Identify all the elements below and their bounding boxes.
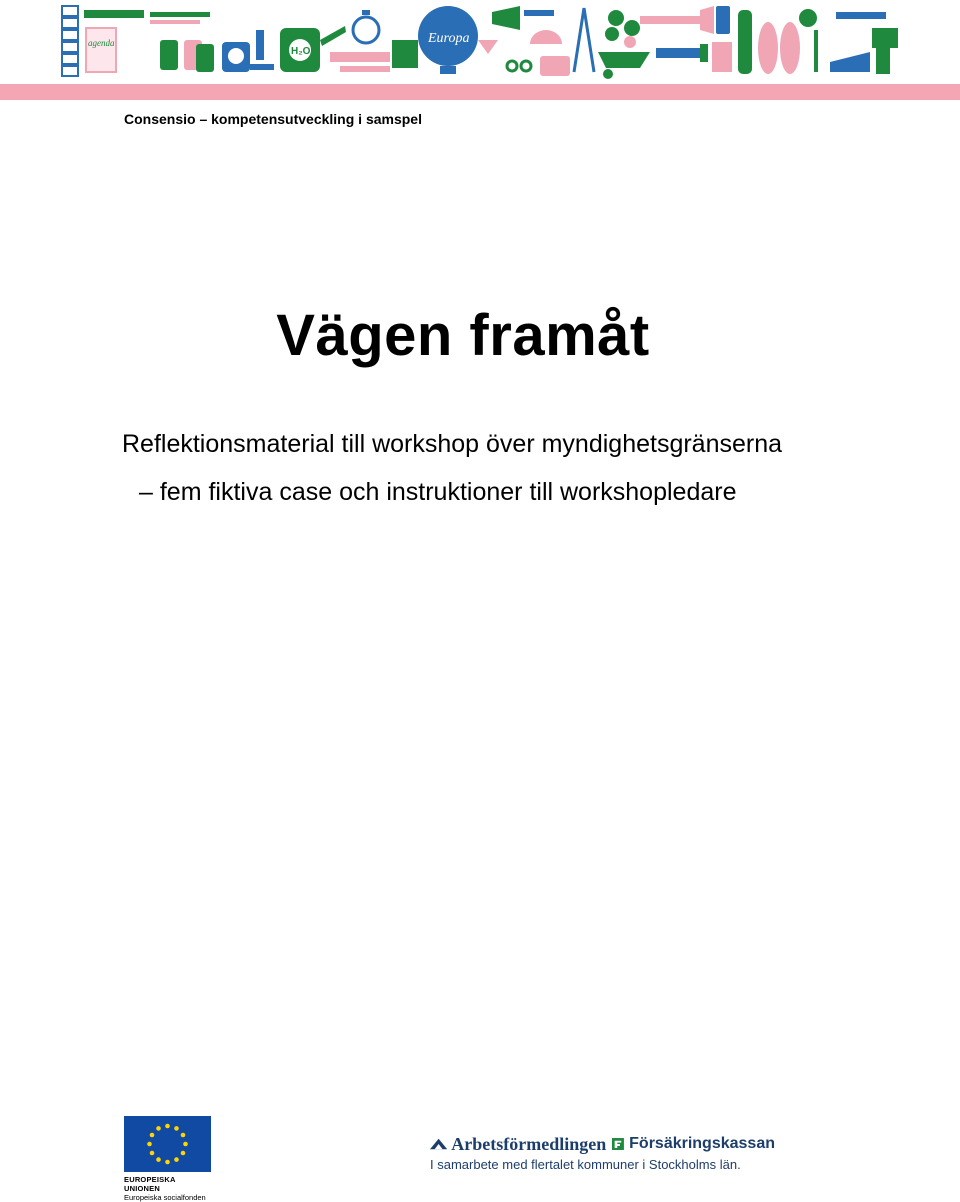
flower-icon: [605, 10, 640, 48]
running-header: Consensio – kompetensutveckling i samspel: [124, 111, 422, 127]
pepper-mill-icon: [738, 10, 752, 74]
pencil-icon: [150, 12, 210, 17]
scale-icon: [222, 42, 250, 72]
watering-can-icon: [280, 26, 346, 72]
gloves-icon: [160, 40, 214, 72]
cup-icon: [712, 42, 732, 72]
megaphone-icon: [492, 6, 520, 30]
partner-note: I samarbete med flertalet kommuner i Stockholms län.: [430, 1157, 741, 1172]
banner-illustration: [0, 0, 960, 84]
partner-logos: [430, 1132, 775, 1176]
helmet-icon: [530, 30, 562, 44]
svg-text:Europa: Europa: [428, 31, 470, 46]
paint-roller-icon: [330, 40, 418, 72]
subtitle-line-1: Reflektionsmaterial till workshop över myndighetsgränserna: [122, 430, 783, 458]
microscope-icon: [250, 30, 274, 70]
flower-icon: [799, 9, 817, 27]
cups-icon: [62, 6, 78, 76]
camera-icon: [540, 56, 570, 76]
arbetsformedlingen-icon: [430, 1136, 447, 1152]
document-title: Vägen framåt: [276, 303, 650, 368]
drill-icon: [872, 28, 898, 74]
svg-text:agenda: agenda: [88, 38, 115, 48]
phone-icon: [716, 6, 730, 34]
forsakringskassan-name: Försäkringskassan: [629, 1135, 775, 1152]
agenda-icon: [86, 28, 116, 72]
ballet-shoes-icon: [758, 22, 800, 74]
header-banner: [0, 0, 960, 84]
forsakringskassan-icon: [612, 1135, 624, 1153]
subtitle-line-2: – fem fiktiva case och instruktioner till workshopledare: [139, 478, 737, 506]
eu-flag-icon: [124, 1116, 211, 1172]
header-stripe: [0, 84, 960, 100]
glass-icon: [478, 40, 498, 54]
svg-text:H₂O: H₂O: [291, 46, 311, 57]
compass-icon: [574, 8, 594, 72]
arbetsformedlingen-name: Arbetsförmedlingen: [451, 1133, 607, 1154]
globe-icon: [418, 6, 478, 74]
wheelbarrow-icon: [598, 52, 650, 79]
eu-fund-name: Europeiska socialfonden: [124, 1193, 206, 1202]
stapler-icon: [830, 52, 870, 72]
hammer-icon: [524, 10, 554, 16]
wrench-icon: [836, 12, 886, 19]
trumpet-icon: [640, 6, 714, 34]
stopwatch-icon: [353, 10, 379, 43]
eu-logo: [124, 1116, 212, 1202]
scissors-icon: [507, 61, 531, 71]
eu-name: EUROPEISKA UNIONEN: [124, 1175, 176, 1193]
toothpaste-icon: [656, 48, 700, 58]
ruler-icon: [84, 10, 144, 18]
